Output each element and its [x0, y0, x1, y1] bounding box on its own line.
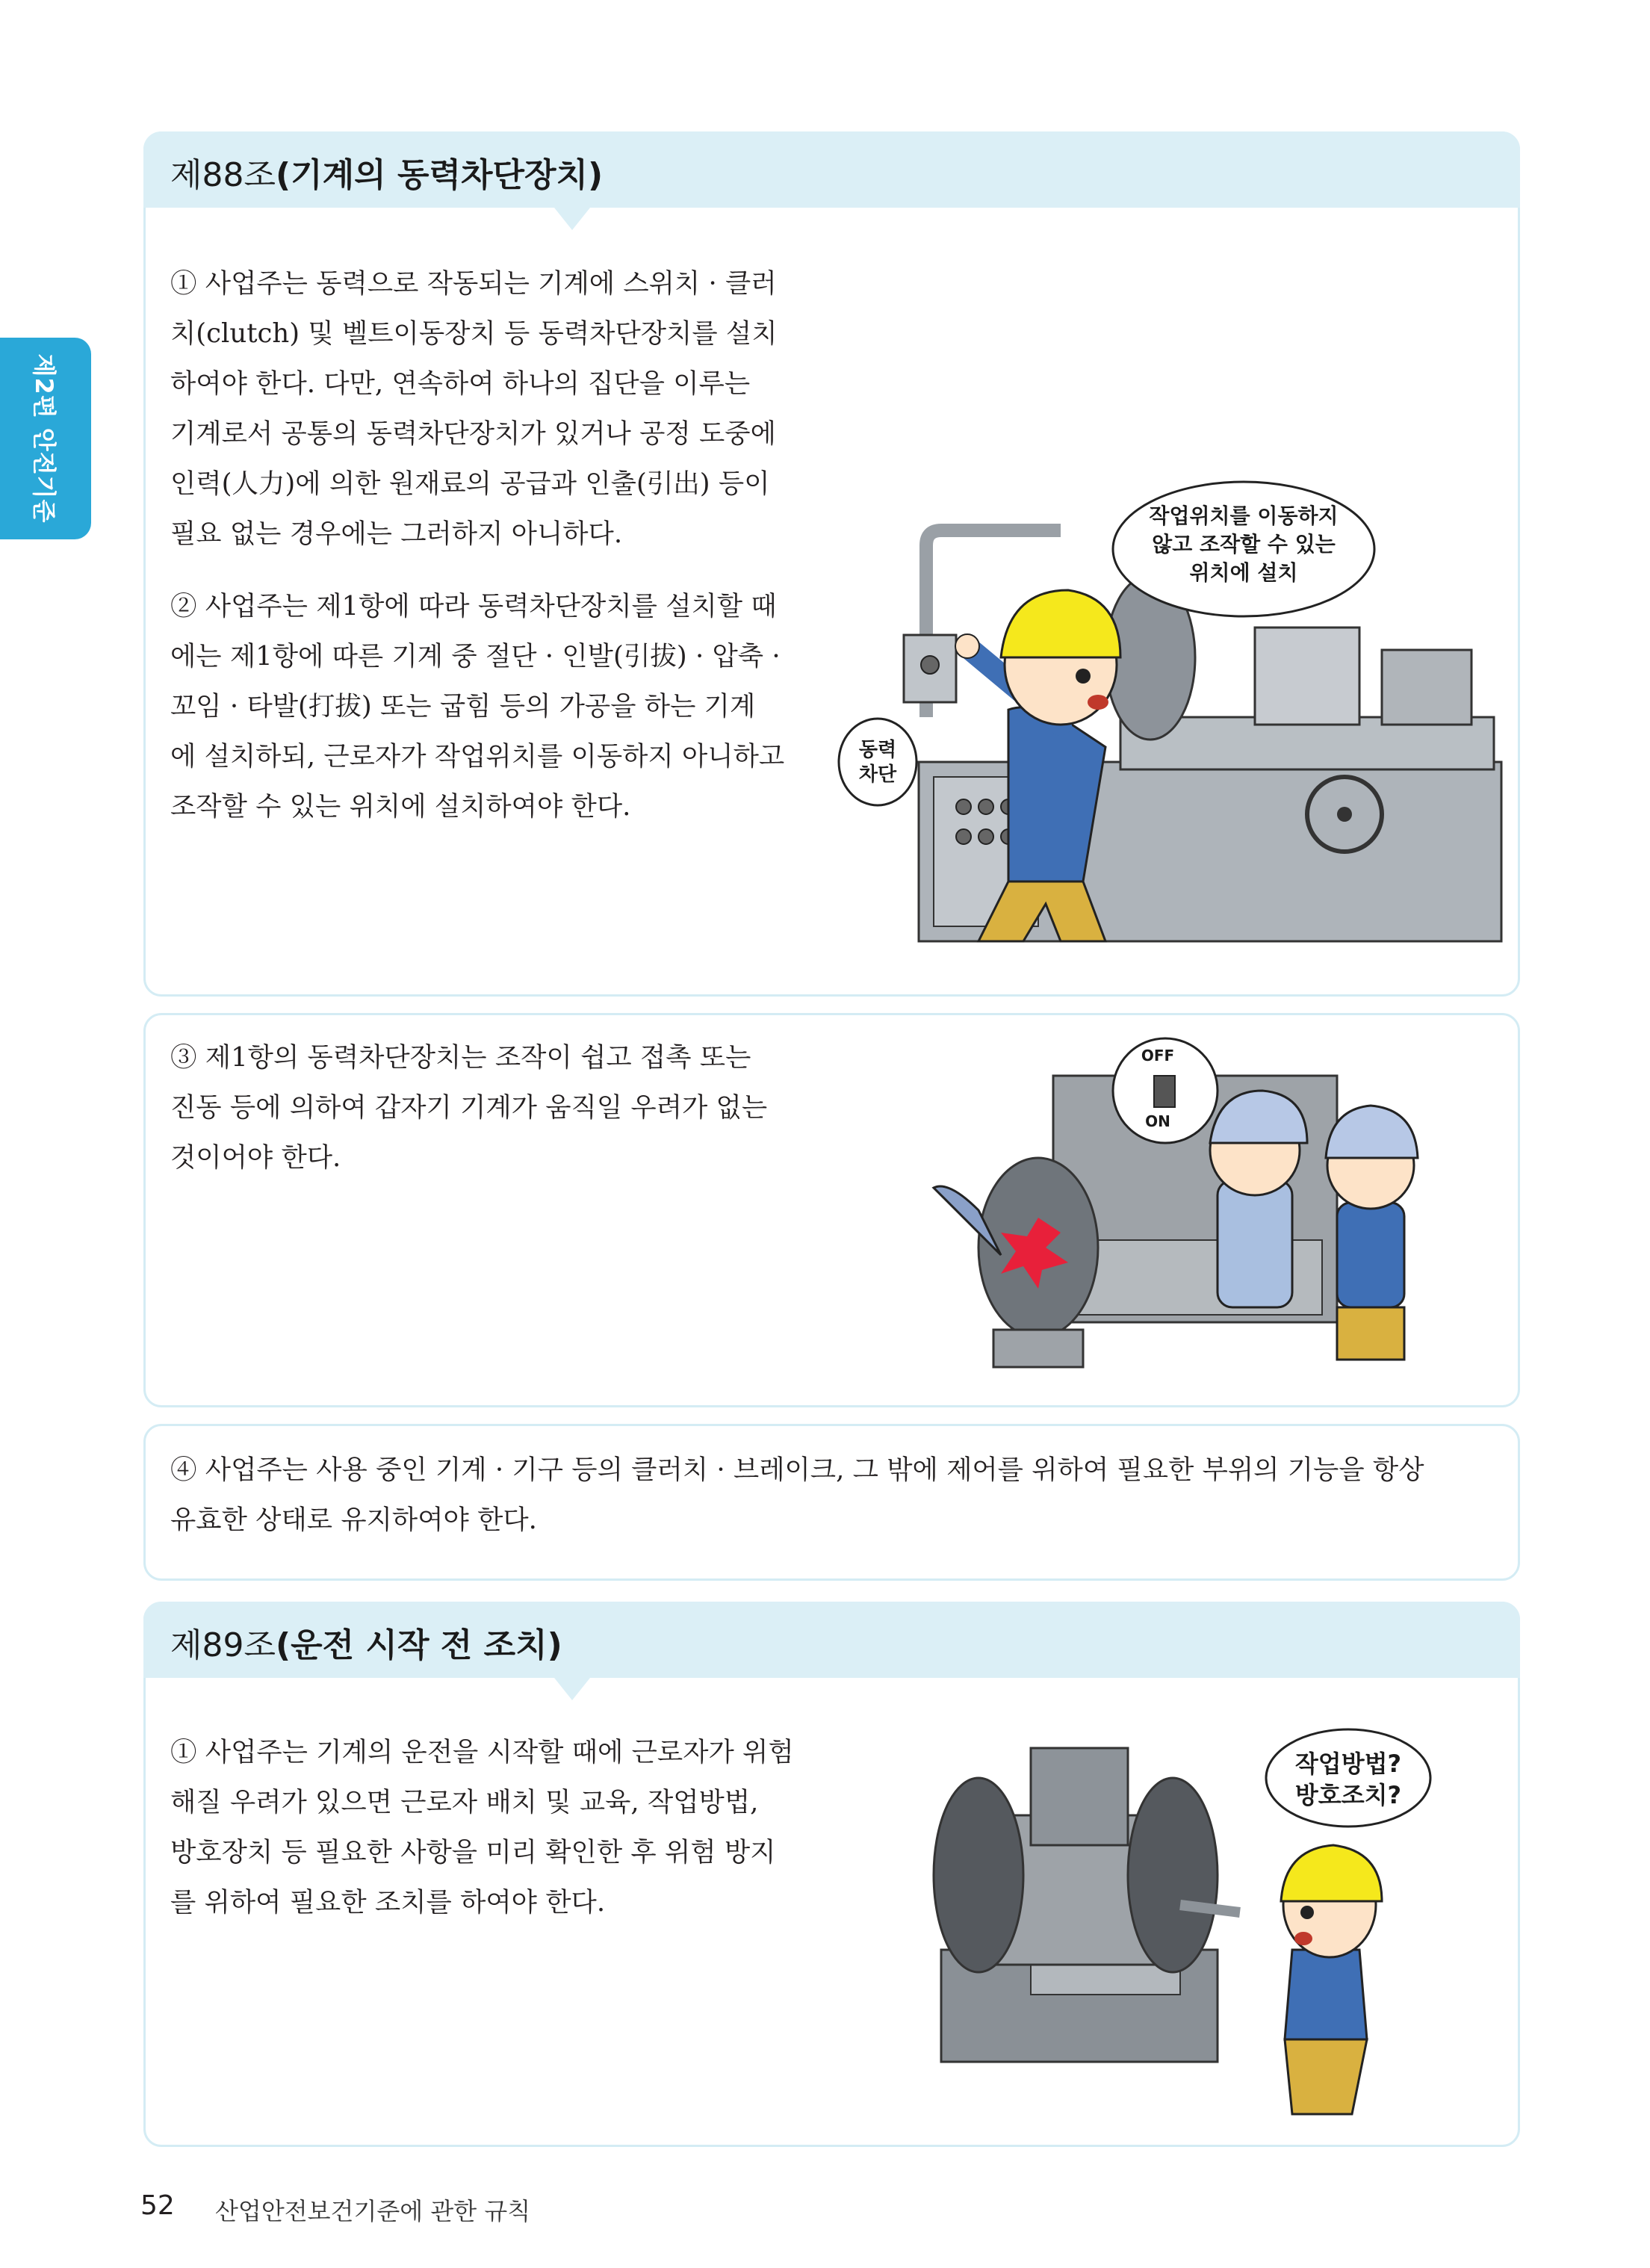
small-bubble-line-2: 차단	[858, 763, 897, 786]
side-tab-label: 제2편 안전기준	[30, 353, 58, 524]
header-notch	[554, 208, 590, 230]
power-cutoff-illustration	[837, 478, 1509, 956]
article-88-para-3: ③ 제1항의 동력차단장치는 조작이 쉽고 접촉 또는 진동 등에 의하여 갑자기 기계가 움직일 우려가 없는 것이어야 한다.	[170, 1042, 768, 1173]
article-88-heading: 제88조(기계의 동력차단장치)	[170, 156, 604, 194]
article-89-heading: 제89조(운전 시작 전 조치)	[170, 1626, 562, 1664]
switch-on-label: ON	[1145, 1112, 1170, 1130]
bubble-line-3: 위치에 설치	[1189, 560, 1298, 585]
article-88-header	[143, 131, 1520, 208]
page-number: 52	[140, 2190, 175, 2221]
pre-operation-check-illustration	[926, 1726, 1464, 2129]
bubble-line-2: 않고 조작할 수 있는	[1152, 532, 1336, 557]
chapter-side-tab	[0, 338, 91, 539]
article-89-header	[143, 1602, 1520, 1678]
accidental-start-illustration	[889, 1031, 1501, 1382]
article-88-para-2: ② 사업주는 제1항에 따라 동력차단장치를 설치할 때 에는 제1항에 따른 기계 중 절단 · 인발(引拔) · 압축 · 꼬임 · 타발(打拔) 또는 굽힘 등의 가공을 하는 기계 에 설치하되, 근로자가 작업위치를 이동하지 아니하고 조작할 수 있는 위치에 설치하여야 한다.	[170, 591, 785, 822]
worker-figure	[1281, 1845, 1382, 2114]
bubble-line-1: 작업방법?	[1294, 1750, 1402, 1778]
book-title: 산업안전보건기준에 관한 규칙	[215, 2197, 531, 2225]
header-notch	[554, 1678, 590, 1700]
article-88-para-1: ① 사업주는 동력으로 작동되는 기계에 스위치 · 클러 치(clutch) 및 벨트이동장치 등 동력차단장치를 설치 하여야 한다. 다만, 연속하여 하나의 집단을 이루는 기계로서 공통의 동력차단장치가 있거나 공정 도중에 인력(人力)에 의한 원재료의 공급과 인출(引出) 등이 필요 없는 경우에는 그러하지 아니하다.	[170, 268, 778, 549]
switch-off-label: OFF	[1141, 1047, 1175, 1065]
small-bubble-line-1: 동력	[858, 739, 897, 761]
small-speech-bubble	[839, 719, 917, 805]
bubble-line-2: 방호조치?	[1294, 1781, 1402, 1809]
article-89-para-1: ① 사업주는 기계의 운전을 시작할 때에 근로자가 위험 해질 우려가 있으면 근로자 배치 및 교육, 작업방법, 방호장치 등 필요한 사항을 미리 확인한 후 위험 방지 를 위하여 필요한 조치를 하여야 한다.	[170, 1737, 794, 1918]
bubble-line-1: 작업위치를 이동하지	[1149, 504, 1339, 528]
article-88-para-4: ④ 사업주는 사용 중인 기계 · 기구 등의 클러치 · 브레이크, 그 밖에 제어를 위하여 필요한 부위의 기능을 항상 유효한 상태로 유지하여야 한다.	[170, 1454, 1424, 1535]
speech-bubble	[1266, 1729, 1430, 1827]
